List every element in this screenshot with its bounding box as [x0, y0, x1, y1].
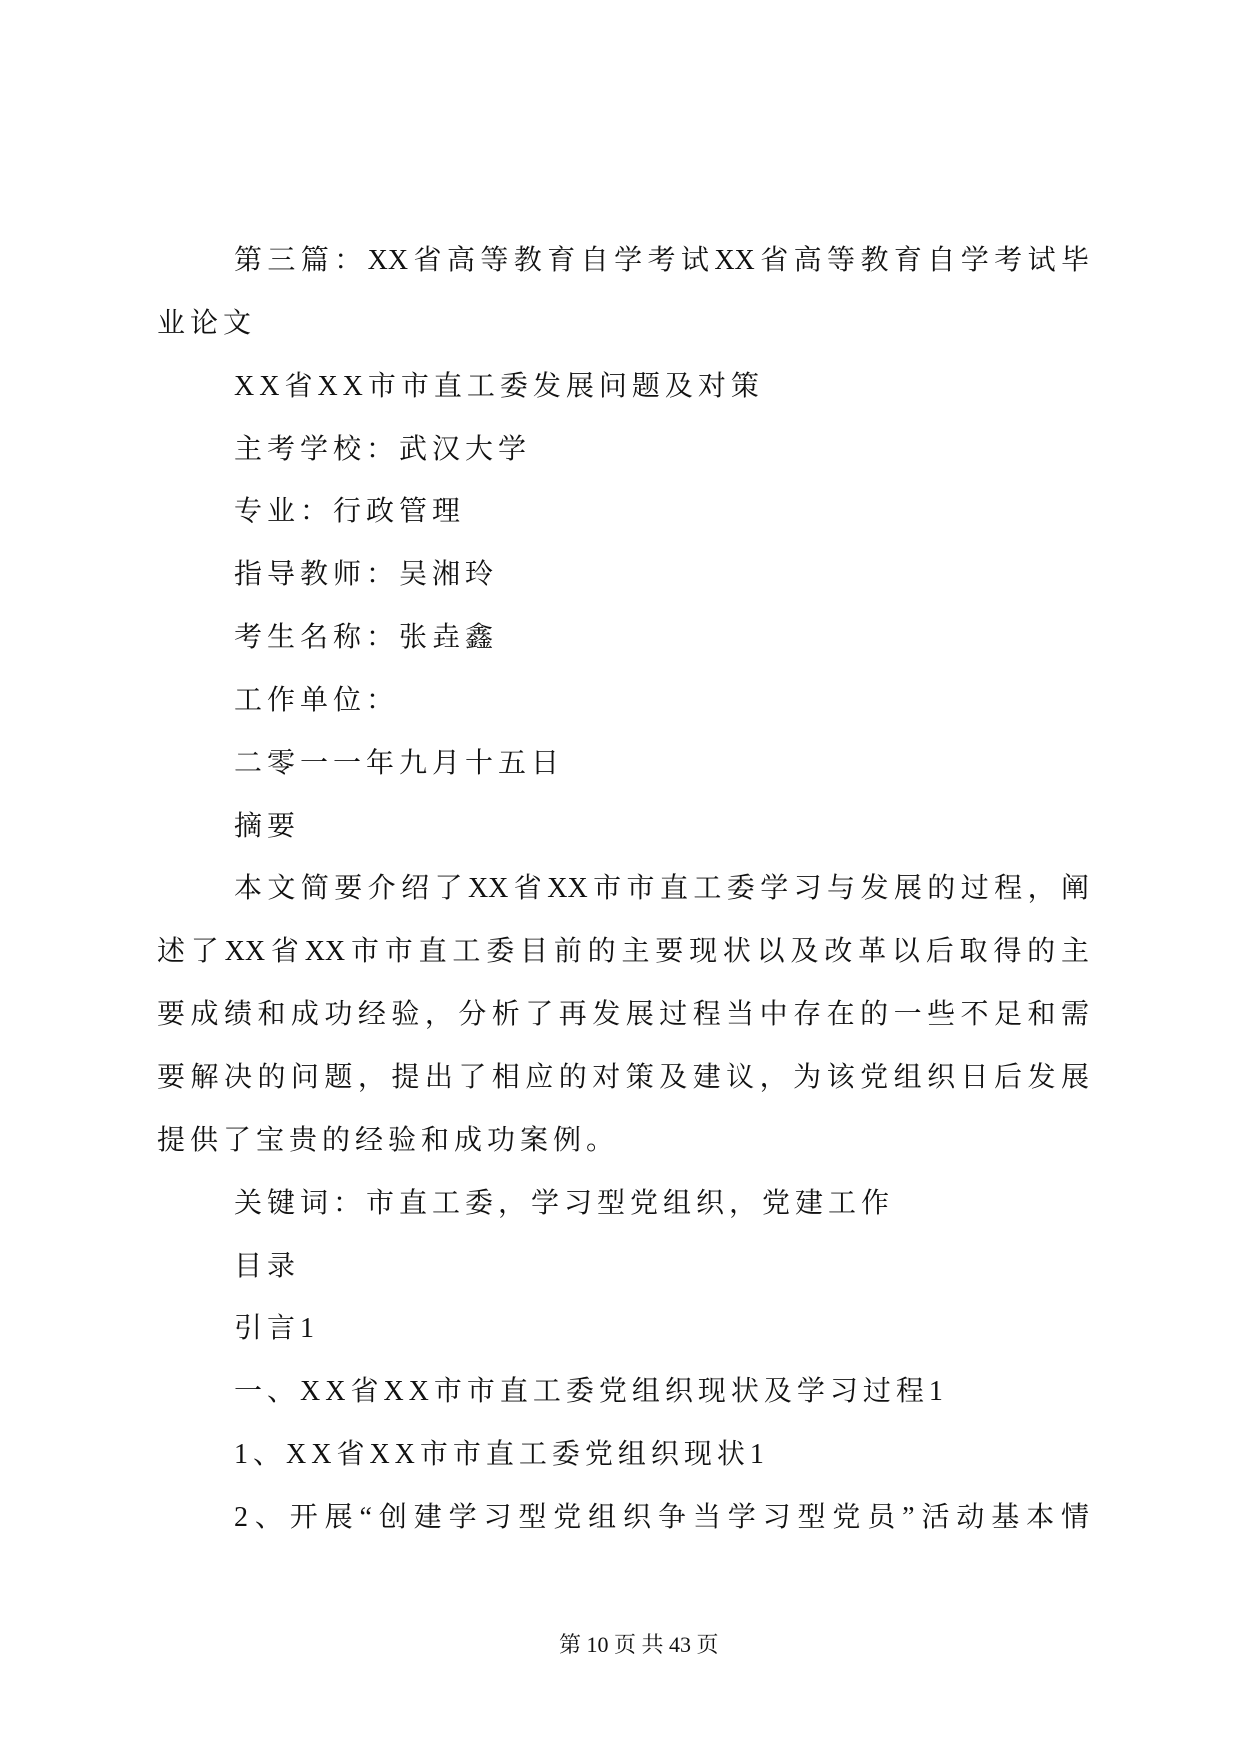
abstract-line: 述了XX省XX市市直工委目前的主要现状以及改革以后取得的主 — [157, 936, 1089, 968]
chapter-title-line-2: 业论文 — [157, 307, 257, 339]
toc-item: 1、XX省XX市市直工委党组织现状1 — [234, 1439, 769, 1471]
advisor: 指导教师：吴湘玲 — [234, 559, 499, 591]
major: 专业：行政管理 — [234, 496, 466, 528]
abstract-line: 本文简要介绍了XX省XX市市直工委学习与发展的过程，阐 — [234, 873, 1089, 905]
abstract-heading: 摘要 — [234, 810, 301, 842]
toc-heading: 目录 — [234, 1250, 301, 1282]
toc-item: 2、开展“创建学习型党组织争当学习型党员”活动基本情 — [234, 1501, 1089, 1533]
candidate-name: 考生名称：张垚鑫 — [234, 622, 499, 654]
abstract-line: 要成绩和成功经验，分析了再发展过程当中存在的一些不足和需 — [157, 999, 1089, 1031]
date-line: 二零一一年九月十五日 — [234, 747, 565, 779]
chapter-title-line-1: 第三篇：XX省高等教育自学考试XX省高等教育自学考试毕 — [234, 245, 1089, 276]
document-body — [157, 230, 1089, 1550]
thesis-title: XX省XX市市直工委发展问题及对策 — [234, 370, 764, 402]
toc-item: 一、XX省XX市市直工委党组织现状及学习过程1 — [234, 1376, 948, 1408]
page-footer-number: 第 10 页 共 43 页 — [559, 1632, 719, 1657]
examining-school: 主考学校：武汉大学 — [234, 433, 532, 465]
abstract-line: 要解决的问题，提出了相应的对策及建议，为该党组织日后发展 — [157, 1061, 1089, 1093]
toc-item: 引言1 — [234, 1313, 320, 1345]
workplace: 工作单位： — [234, 684, 400, 716]
keywords: 关键词：市直工委，学习型党组织，党建工作 — [234, 1187, 895, 1219]
abstract-line: 提供了宝贵的经验和成功案例。 — [157, 1124, 620, 1156]
